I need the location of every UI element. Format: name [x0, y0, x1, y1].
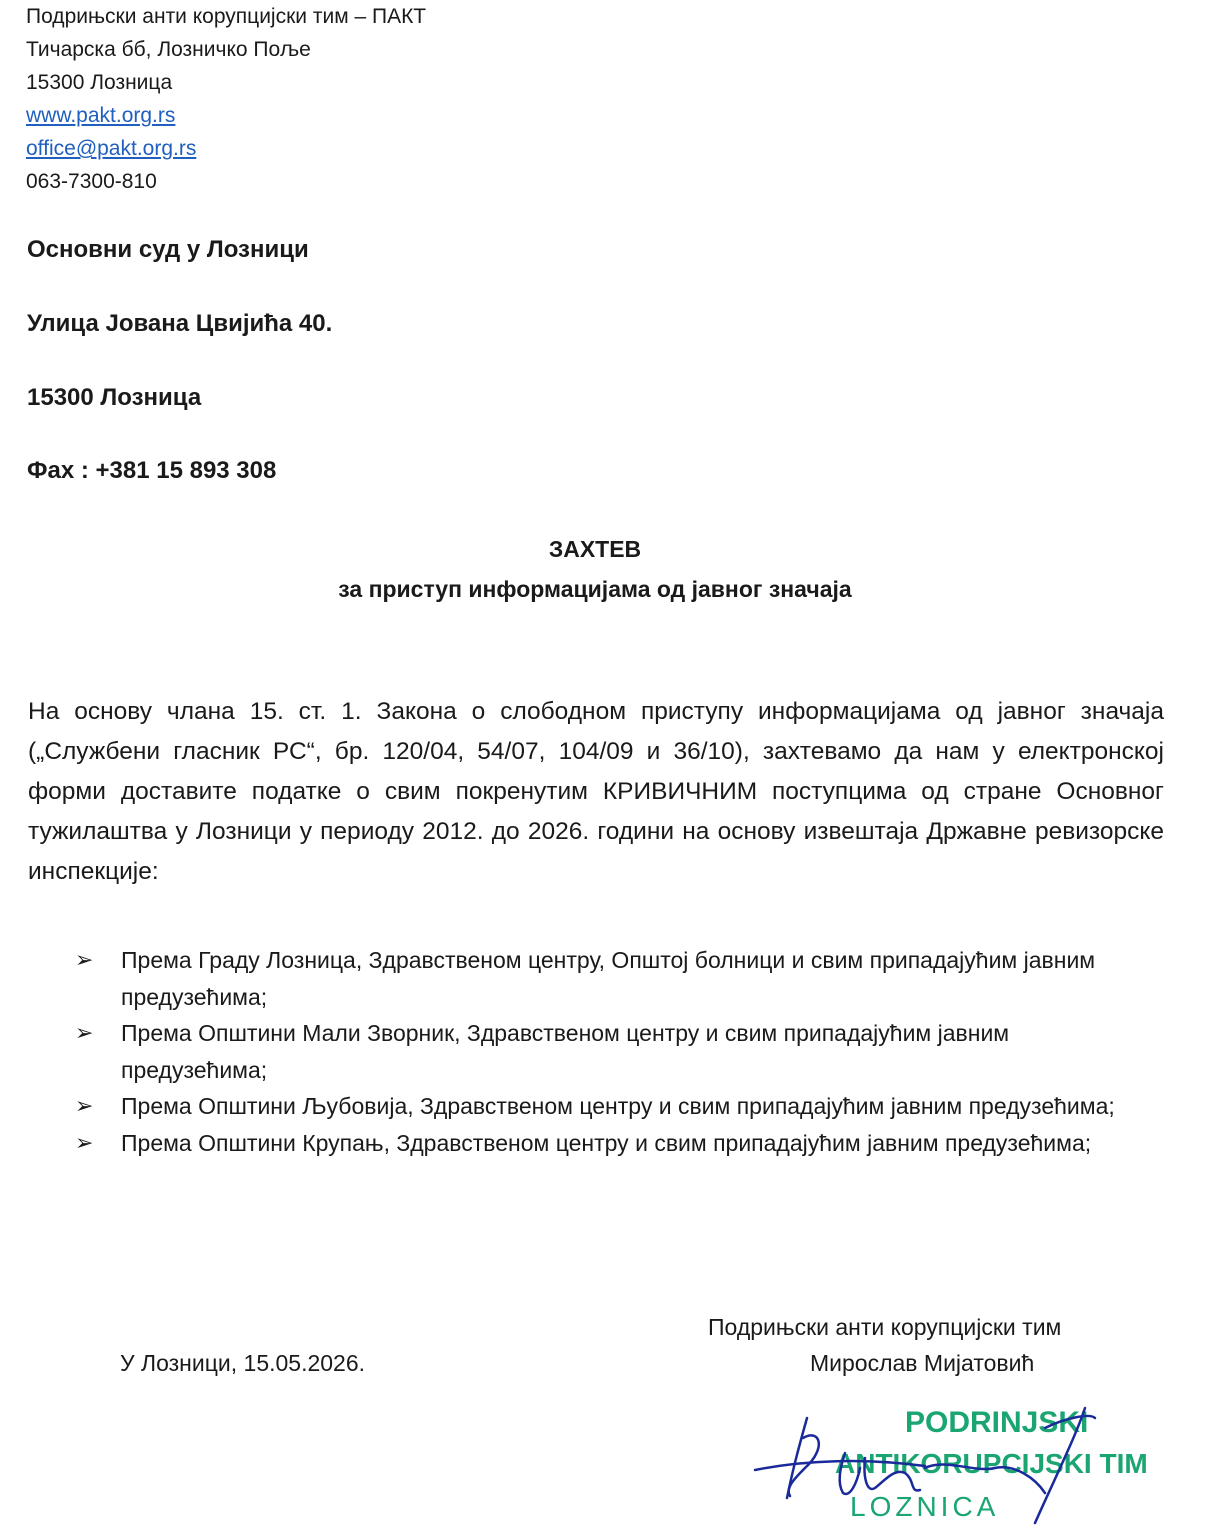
list-item: ➢ Према Граду Лозница, Здравственом центру, Општој болници и свим припадајућим јавним предузећима;: [75, 942, 1135, 1015]
stamp-line3: LOZNICA: [850, 1491, 1000, 1522]
sender-phone: 063-7300-810: [26, 170, 157, 193]
sender-block: [26, 0, 426, 198]
recipient-fax: Фах : +381 15 893 308: [27, 457, 277, 484]
website-link[interactable]: www.pakt.org.rs: [26, 104, 176, 127]
sender-org: Подрињски анти корупцијски тим – ПАКТ: [26, 5, 427, 28]
stamp-signature: [745, 1398, 1148, 1528]
stamp-seal-icon: [835, 1406, 1148, 1522]
sender-city: 15300 Лозница: [26, 71, 173, 94]
recipient-city: 15300 Лозница: [27, 384, 202, 411]
list-item: ➢ Према Општини Мали Зворник, Здравственом центру и свим припадајућим јавним предузећима;: [75, 1015, 1135, 1088]
email-link[interactable]: office@pakt.org.rs: [26, 137, 197, 160]
list-item: ➢ Према Општини Љубовија, Здравственом центру и свим припадајућим јавним предузећима;: [75, 1088, 1135, 1125]
stamp-line2: ANTIKORUPCIJSKI TIM: [835, 1448, 1148, 1479]
document-subtitle: за приступ информацијама од јавног значаја: [338, 576, 852, 602]
sender-street: Тичарска бб, Лозничко Поље: [26, 38, 311, 61]
date-place: У Лозници, 15.05.2026.: [120, 1350, 366, 1376]
arrow-bullet-icon: ➢: [75, 1129, 94, 1155]
recipient-street: Улица Јована Цвијића 40.: [27, 310, 333, 337]
list-item: ➢ Према Општини Крупањ, Здравственом центру и свим припадајућим јавним предузећима;: [75, 1125, 1135, 1162]
signature-org: Подрињски анти корупцијски тим: [708, 1314, 1062, 1340]
recipient-name: Основни суд у Лозници: [27, 236, 309, 263]
stamp-line1: PODRINJSKI: [905, 1406, 1089, 1439]
document-title: ЗАХТЕВ: [548, 536, 642, 562]
arrow-bullet-icon: ➢: [75, 1093, 94, 1118]
body-paragraph: На основу члана 15. ст. 1. Закона о слободном приступу информацијама од јавног значаја („Службени гласник РС“, бр. 120/04, 54/07, 104/09 и 36/10), захтевамо да нам у електронској форми доставите податке о свим покренутим КРИВИЧНИМ поступцима од стране Основног тужилаштва у Лозници у периоду 2012. до 2026. години на основу извештаја Државне ревизорске инспекције:: [28, 698, 1164, 885]
request-list: [75, 942, 1135, 1161]
signature-name: Мирослав Мијатовић: [810, 1350, 1035, 1376]
arrow-bullet-icon: ➢: [75, 947, 94, 972]
arrow-bullet-icon: ➢: [75, 1020, 94, 1045]
